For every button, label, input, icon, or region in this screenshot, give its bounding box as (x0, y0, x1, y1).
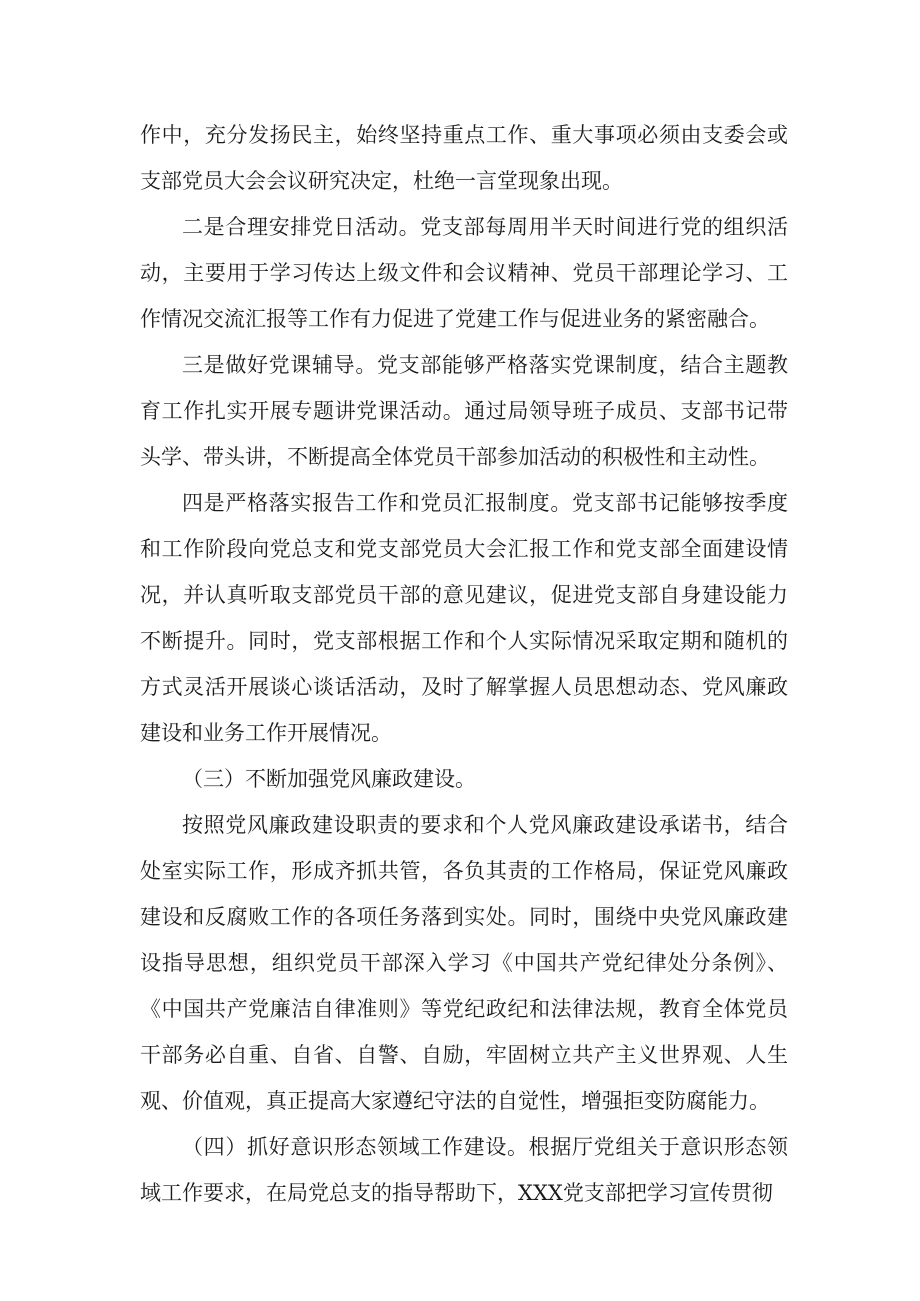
paragraph-integrity-building: 按照党风廉政建设职责的要求和个人党风廉政建设承诺书，结合处室实际工作，形成齐抓共管，各负其责的工作格局，保证党风廉政建设和反腐败工作的各项任务落到实处。同时，围绕中央党风廉政建设指导思想，组织党员干部深入学习《中国共产党纪律处分条例》、《中国共产党廉洁自律准则》等党纪政纪和法律法规，教育全体党员干部务必自重、自省、自警、自励，牢固树立共产主义世界观、人生观、价值观，真正提高大家遵纪守法的自觉性，增强拒变防腐能力。 (140, 813, 788, 1113)
paragraph-ideology-work: （四）抓好意识形态领域工作建设。根据厅党组关于意识形态领域工作要求，在局党总支的指导帮助下，XXX党支部把学习宣传贯彻 (140, 1135, 788, 1205)
section-heading-integrity: （三）不断加强党风廉政建设。 (182, 767, 476, 791)
paragraph-party-lectures: 三是做好党课辅导。党支部能够严格落实党课制度，结合主题教育工作扎实开展专题讲党课活动。通过局领导班子成员、支部书记带头学、带头讲，不断提高全体党员干部参加活动的积极性和主动性。 (140, 353, 788, 469)
document-body (140, 112, 788, 1216)
paragraph-reporting-system: 四是严格落实报告工作和党员汇报制度。党支部书记能够按季度和工作阶段向党总支和党支部党员大会汇报工作和党支部全面建设情况，并认真听取支部党员干部的意见建议，促进党支部自身建设能力不断提升。同时，党支部根据工作和个人实际情况采取定期和随机的方式灵活开展谈心谈话活动，及时了解掌握人员思想动态、党风廉政建设和业务工作开展情况。 (140, 491, 788, 745)
paragraph-continuation: 作中，充分发扬民主，始终坚持重点工作、重大事项必须由支委会或支部党员大会会议研究决定，杜绝一言堂现象出现。 (140, 123, 788, 193)
paragraph-party-day-activities: 二是合理安排党日活动。党支部每周用半天时间进行党的组织活动，主要用于学习传达上级文件和会议精神、党员干部理论学习、工作情况交流汇报等工作有力促进了党建工作与促进业务的紧密融合。 (140, 215, 788, 331)
